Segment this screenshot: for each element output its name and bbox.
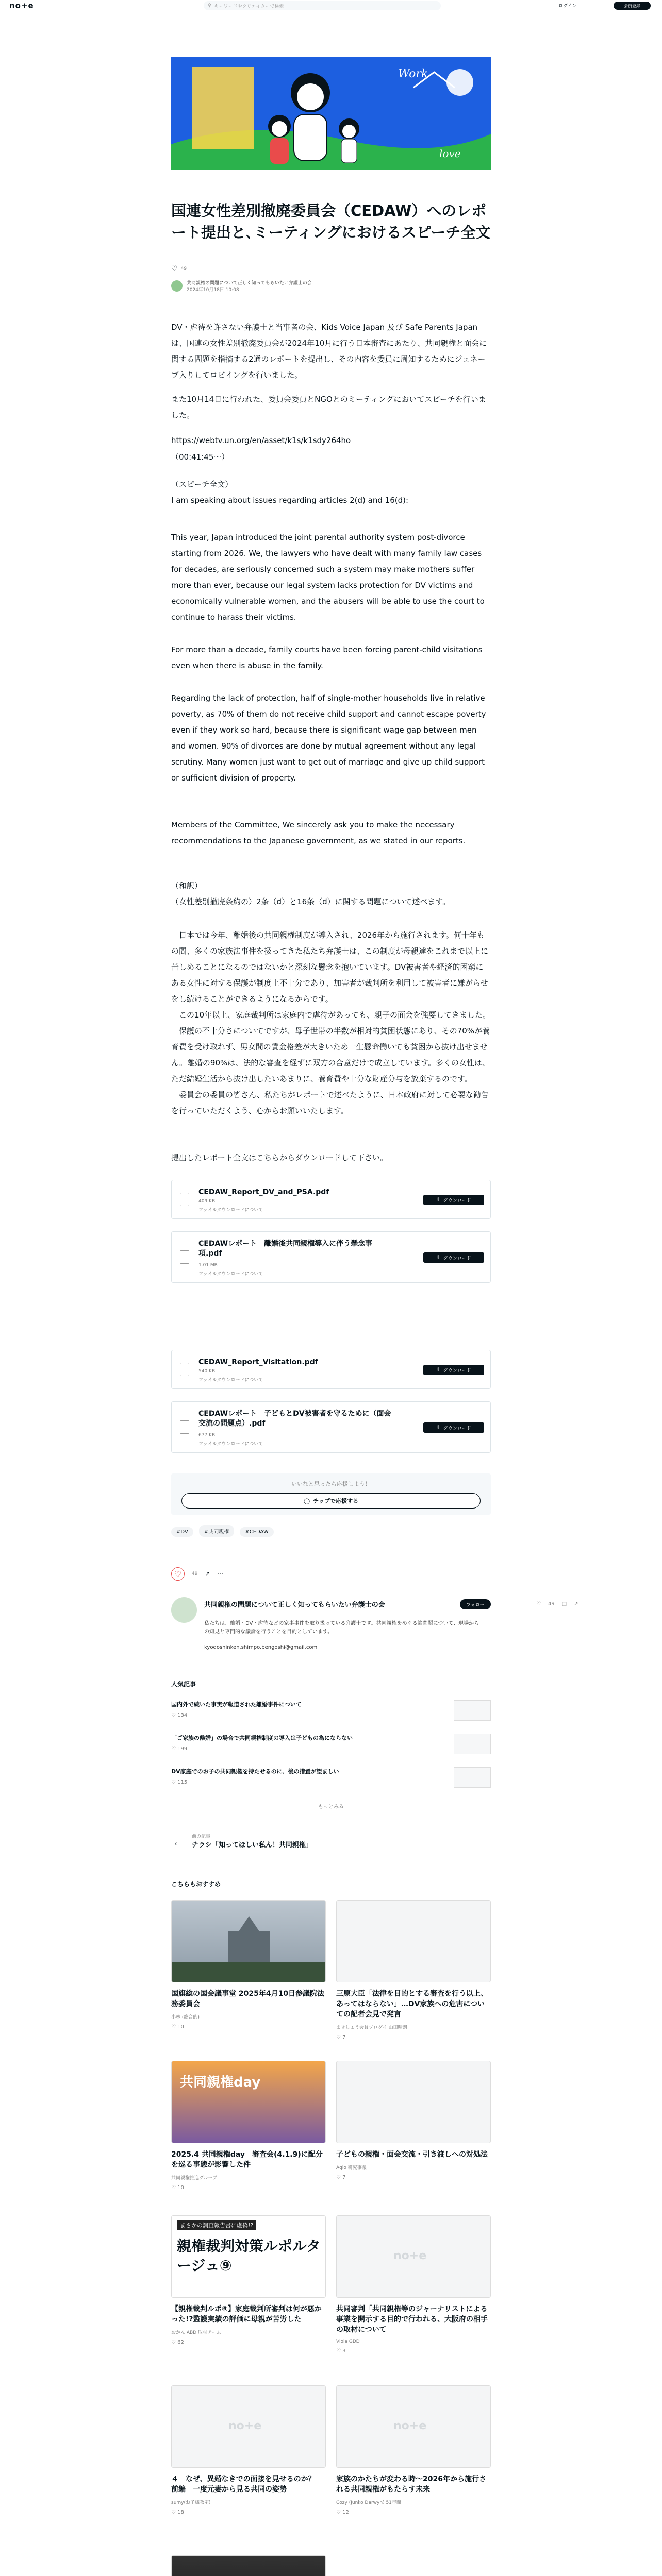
popular-likes: ♡ 199 — [171, 1746, 188, 1752]
file-size: 1.01 MB — [198, 1263, 218, 1268]
card-likes: ♡ 7 — [336, 2175, 346, 2180]
file-size: 677 KB — [198, 1433, 216, 1438]
popular-likes: ♡ 134 — [171, 1713, 188, 1718]
tag[interactable]: #CEDAW — [240, 1527, 273, 1537]
card-author: sumy(お子様教室) — [171, 2500, 211, 2505]
like-count: 49 — [180, 266, 187, 272]
file-icon — [180, 1420, 189, 1434]
follow-button[interactable]: フォロー — [460, 1599, 491, 1609]
card-image — [171, 2061, 326, 2143]
login-link[interactable]: ログイン — [558, 4, 577, 9]
body-paragraph-2: また10月14日に行われた、委員会委員とNGOとのミーティングにおいてスピーチを行いました。 — [171, 395, 486, 420]
popular-thumbnail[interactable] — [454, 1700, 491, 1721]
card-placeholder-logo: no+e — [393, 2249, 427, 2262]
file-size: 540 KB — [198, 1369, 216, 1374]
search-placeholder: キーワードやクリエイターで検索 — [214, 4, 284, 9]
recommend-card[interactable] — [336, 2215, 491, 2354]
recommend-card[interactable] — [336, 2061, 491, 2180]
creator-profile — [171, 1597, 491, 1669]
card-likes: ♡ 10 — [171, 2024, 184, 2030]
speech-en-3: Regarding the lack of protection, half of single-mother households live in relative poverty, as 70% of them do not receive child support and cannot escape poverty even if they work so hard, because there is significant wage gap between men and women. 90% of divorces are done by mutual agreement without any legal scrutiny. Many women just want to get out of marriage and give up child support or sufficient division of property. — [171, 693, 486, 783]
download-button[interactable]: ⇩ ダウンロード — [423, 1365, 484, 1375]
support-prompt: いいなと思ったら応援しよう！ — [291, 1481, 371, 1487]
jp-label: （和訳） — [171, 881, 203, 890]
card-image — [336, 1900, 491, 1982]
tip-button[interactable]: ◯ チップで応援する — [181, 1493, 481, 1509]
card-likes: ♡ 18 — [171, 2510, 184, 2515]
card-author: まきしょう会長プロダイ 山田晴朗 — [336, 2025, 407, 2030]
file-attachment[interactable] — [171, 1350, 491, 1389]
creator-email: kyodoshinken.shimpo.bengoshi@gmail.com — [204, 1645, 318, 1650]
video-link[interactable]: https://webtv.un.org/en/asset/k1s/k1sdy264ho — [171, 436, 351, 445]
creator-avatar[interactable] — [171, 1597, 197, 1623]
prev-article[interactable] — [171, 1824, 491, 1865]
card-title: ４ なぜ、異婚なきでの面接を見せるのか？ 前編 一度元妻から見る共同の姿勢 — [171, 2475, 323, 2494]
recommend-card[interactable] — [171, 2215, 326, 2345]
card-title: 三原大臣「法律を目的とする審査を行う以上、あってはならない」…DV家族への危害についての記者会見で発言 — [336, 1990, 488, 2019]
popular-title: 国内外で続いた事実が報道された離婚事件について — [171, 1701, 302, 1708]
card-title: 国旗総の国会議事堂 2025年4月10日参議院法務委員会 — [171, 1990, 325, 2008]
video-timestamp: （00:41:45〜） — [171, 452, 229, 462]
card-likes: ♡ 7 — [336, 2035, 346, 2040]
list-item[interactable] — [171, 1734, 491, 1754]
card-title: 共同審判「共同親権等のジャーナリストによる事業を開示する目的で行われる、大阪府の相手の取材について — [336, 2305, 488, 2334]
promo-badge: まさかの調査報告書に虚偽!? — [177, 2220, 256, 2230]
popular-likes: ♡ 115 — [171, 1780, 188, 1785]
like-button[interactable]: ♡ — [171, 1567, 185, 1581]
prev-title: チラシ「知ってほしい私ん！共同親権」 — [192, 1841, 313, 1849]
card-placeholder-logo: no+e — [228, 2419, 262, 2432]
card-title: 【親権裁判ルポ⑨】家庭裁判所審判は何が悪かった!?監護実績の評価に母親が苦労した — [171, 2305, 322, 2324]
speech-jp: 日本では今年、離婚後の共同親権制度が導入され、2026年から施行されます。何十年もの間、多くの家族法事件を扱ってきた私たち弁護士は、この制度が母親達をこれまで以上に苦しめることになるのではないかと深刻な懸念を抱いています。DV被害者や経済的困窮にある女性に対する保護が制度上不十分であり、加害者が裁判所を利用して被害者に嫌がらせをし続けることができるようになるからです。 この10年以上、家庭裁判所は家庭内で虐待があっても、親子の面会を強要してきました。 保護の不十分さについてですが、母子世帯の半数が相対的貧困状態にあり、その70%が養育費を受け取れず、男女間の賃金格差が大きいため一生懸命働いても貧困から抜け出せません。離婚の90%は、法的な審査を経ずに双方の合意だけで成立しています。多くの女性は、ただ結婚生活から抜け出したいあまりに、養育費や十分な財産分与を放棄するのです。 委員会の委員の皆さん、私たちがレポートで述べたように、日本政府に対して必要な勧告を行っていただくよう、心からお願いいたします。 — [171, 930, 490, 1115]
share-icon[interactable]: ↗ — [574, 1601, 578, 1607]
file-note[interactable]: ファイルダウンロードについて — [198, 1442, 263, 1447]
card-placeholder-logo: no+e — [393, 2419, 427, 2432]
recommend-card[interactable] — [171, 1900, 326, 2030]
hero-illustration — [171, 57, 491, 170]
search-icon: ⚲ — [208, 3, 211, 8]
heart-icon[interactable]: ♡ — [536, 1601, 541, 1607]
card-title: 家族のかたちが変わる時〜2026年から施行される共同親権がもたらす未来 — [336, 2475, 486, 2494]
side-actions — [536, 1601, 578, 1607]
card-likes: ♡ 3 — [336, 2348, 346, 2354]
recommend-heading: こちらもおすすめ — [171, 1880, 221, 1888]
more-link[interactable]: もっとみる — [318, 1804, 344, 1810]
card-image — [336, 2215, 491, 2298]
popular-thumbnail[interactable] — [454, 1767, 491, 1788]
more-icon[interactable]: ⋯ — [217, 1570, 224, 1578]
popular-title: DV家庭でのお子の共同親権を持たせるのに、後の措置が望ましい — [171, 1768, 339, 1775]
file-size: 409 KB — [198, 1199, 216, 1204]
card-image — [336, 2385, 491, 2468]
download-icon: ⇩ — [436, 1255, 440, 1260]
search-input[interactable] — [204, 1, 441, 10]
popular-heading: 人気記事 — [171, 1681, 196, 1688]
jp-intro: （女性差別撤廃条約の）2条（d）と16条（d）に関する問題について述べます。 — [171, 897, 451, 906]
global-header — [0, 0, 662, 11]
file-attachment[interactable] — [171, 1231, 491, 1283]
author-avatar[interactable] — [171, 280, 183, 292]
popular-thumbnail[interactable] — [454, 1734, 491, 1754]
speech-label: （スピーチ全文） — [171, 480, 233, 489]
file-note[interactable]: ファイルダウンロードについて — [198, 1272, 263, 1277]
card-image — [336, 2061, 491, 2143]
file-attachment[interactable] — [171, 1401, 491, 1453]
card-author: Viola GDD — [336, 2339, 360, 2344]
download-button[interactable]: ⇩ ダウンロード — [423, 1252, 484, 1263]
signup-button[interactable]: 会員登録 — [614, 2, 651, 10]
share-icon[interactable]: ↗ — [205, 1570, 210, 1578]
comment-icon[interactable]: □ — [561, 1601, 567, 1607]
file-name: CEDAWレポート 子どもとDV被害者を守るために（面会交流の問題点）.pdf — [198, 1410, 391, 1428]
popular-title: 「ご家族の離婚」の場合で共同親権制度の導入は子どもの為にならない — [171, 1735, 353, 1741]
body-paragraph-1: DV・虐待を許さない弁護士と当事者の会、Kids Voice Japan 及び Safe Parents Japanは、国連の女性差別撤廃委員会が2024年10月に行う日本審査にあたり、共同親権と面会に関する問題を指摘する2通のレポートを提出し、その内容を委員に周知するためにジュネーブ入りしてロビイングを行いました。 — [171, 323, 487, 380]
like-count: 49 — [548, 1601, 555, 1607]
svg-text:Work: Work — [398, 67, 428, 80]
author-row — [171, 278, 491, 294]
card-author: Agio 研究事業 — [336, 2165, 367, 2171]
card-author: Cozy (Junko Darwyn) 51年間 — [336, 2500, 401, 2505]
download-button[interactable]: ⇩ ダウンロード — [423, 1422, 484, 1433]
speech-intro: I am speaking about issues regarding articles 2(d) and 16(d): — [171, 496, 409, 505]
download-icon: ⇩ — [436, 1197, 440, 1202]
creator-name[interactable]: 共同親権の問題について正しく知ってもらいたい弁護士の会 — [204, 1601, 385, 1609]
file-name: CEDAWレポート 離婚後共同親権導入に伴う懸念事項.pdf — [198, 1240, 373, 1258]
card-likes: ♡ 62 — [171, 2340, 184, 2345]
file-note[interactable]: ファイルダウンロードについて — [198, 1378, 263, 1383]
download-button[interactable]: ⇩ ダウンロード — [423, 1195, 484, 1205]
recommend-card[interactable] — [336, 2385, 491, 2515]
card-author: 共同親権推進グループ — [171, 2176, 218, 2181]
card-likes: ♡ 10 — [171, 2185, 184, 2191]
note-logo[interactable]: no+e — [9, 1, 34, 10]
file-icon — [180, 1250, 189, 1264]
file-icon — [180, 1193, 189, 1206]
speech-en-2: For more than a decade, family courts have been forcing parent-child visitations even when there is abuse in the family. — [171, 645, 483, 670]
author-name[interactable]: 共同親権の問題について正しく知ってもらいたい弁護士の会 — [187, 281, 312, 286]
file-note[interactable]: ファイルダウンロードについて — [198, 1208, 263, 1213]
heart-icon[interactable]: ♡ — [171, 265, 178, 273]
creator-bio: 私たちは、離婚・DV・虐待などの家事事件を取り扱っている弁護士です。共同親権をめぐる諸問題について、現場からの知見と専門的な議論を行うことを目的としています。 — [204, 1621, 479, 1635]
list-item[interactable] — [171, 1767, 491, 1788]
recommend-card[interactable] — [171, 2061, 326, 2191]
card-author: 小林 (総合的) — [171, 2015, 200, 2020]
tag[interactable]: #DV — [171, 1527, 193, 1537]
card-likes: ♡ 12 — [336, 2510, 349, 2515]
prev-label: 前の記事 — [192, 1834, 211, 1839]
card-image-caption: 共同親権day — [180, 2075, 261, 2090]
title-like-row — [171, 264, 491, 274]
card-author: おかん ABD 取材チーム — [171, 2330, 221, 2335]
speech-en-4: Members of the Committee, We sincerely ask you to make the necessary recommendations to the Japanese government, as we stated in our reports. — [171, 820, 466, 845]
recommend-card[interactable] — [336, 1900, 491, 2040]
article-title: 国連女性差別撤廃委員会（CEDAW）へのレポート提出と､ミーティングにおけるスピーチ全文 — [171, 202, 491, 241]
download-icon: ⇩ — [436, 1367, 440, 1372]
chevron-left-icon: ‹ — [174, 1840, 177, 1848]
svg-text:love: love — [439, 147, 461, 160]
list-item[interactable] — [171, 1700, 491, 1721]
like-count: 49 — [192, 1571, 198, 1577]
recommend-card[interactable] — [171, 2385, 326, 2515]
file-icon — [180, 1363, 189, 1376]
card-title: 子どもの親権・面会交流・引き渡しへの対処法 — [336, 2150, 488, 2159]
speech-en-1: This year, Japan introduced the joint parental authority system post-divorce starting from 2026. We, the lawyers who have dealt with many family law cases for decades, are seriously concerned such a system may make mothers suffer more than ever, because our legal system lacks protection for DV victims and economically vulnerable women, and the abusers will be able to use the court to continue to harass their victims. — [171, 533, 485, 622]
file-attachment[interactable] — [171, 1180, 491, 1219]
support-box — [171, 1473, 491, 1515]
file-name: CEDAW_Report_DV_and_PSA.pdf — [198, 1188, 329, 1196]
file-name: CEDAW_Report_Visitation.pdf — [198, 1358, 318, 1366]
card-image — [171, 2555, 326, 2576]
tag-list — [171, 1525, 491, 1537]
promo-text: 親権裁判対策ルポルタージュ⑨ — [177, 2238, 321, 2274]
tip-icon: ◯ — [303, 1497, 310, 1504]
download-icon: ⇩ — [436, 1425, 440, 1430]
card-image — [171, 2385, 326, 2468]
publish-date: 2024年10月18日 10:08 — [187, 287, 239, 293]
card-image — [171, 2215, 326, 2298]
tag[interactable]: #共同親権 — [199, 1525, 234, 1537]
download-note: 提出したレポート全文はこちらからダウンロードして下さい。 — [171, 1153, 388, 1162]
card-title: 2025.4 共同親権day 審査会(4.1.9)に配分を巡る事態が影響した件 — [171, 2150, 323, 2169]
card-image — [171, 1900, 326, 1982]
recommend-card[interactable] — [171, 2555, 326, 2576]
reaction-bar — [171, 1566, 491, 1582]
